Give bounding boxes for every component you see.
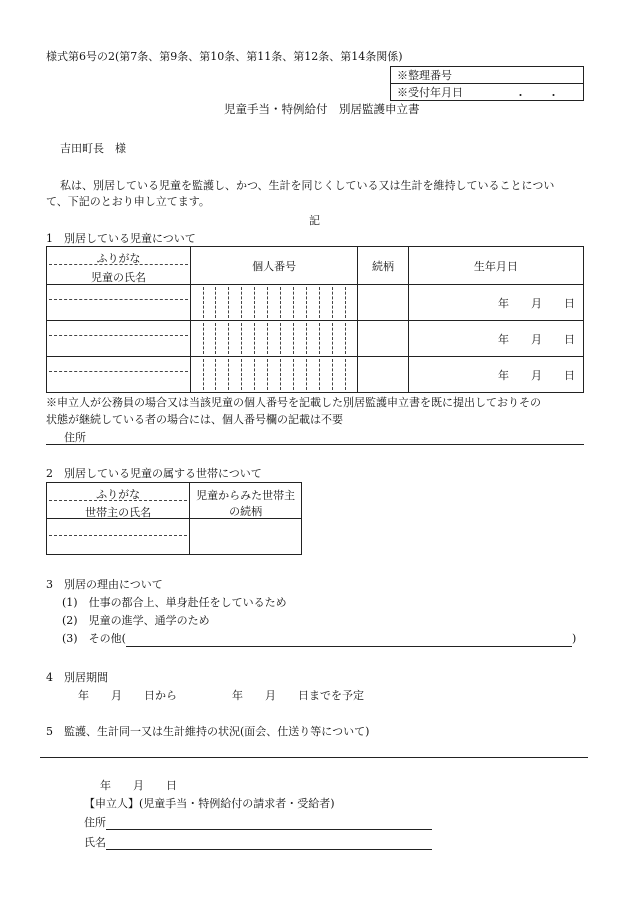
footer-address-label: 住所 bbox=[84, 816, 106, 829]
table-row bbox=[47, 285, 584, 321]
applicant-heading: 【申立人】(児童手当・特例給付の請求者・受給者) bbox=[84, 797, 335, 810]
reason-item-2: (2) 児童の進学、通学のため bbox=[62, 614, 210, 627]
footer-name-line[interactable] bbox=[106, 849, 432, 850]
page-title: 児童手当・特例給付 別居監護申立書 bbox=[224, 102, 420, 116]
received-date-label: ※受付年月日 bbox=[397, 86, 463, 99]
relation-cell[interactable] bbox=[358, 321, 409, 357]
relation-cell[interactable] bbox=[358, 285, 409, 321]
child-name-cell[interactable] bbox=[47, 285, 191, 321]
form-code: 様式第6号の2(第7条、第9条、第10条、第11条、第12条、第14条関係) bbox=[46, 50, 403, 63]
head-name-cell[interactable] bbox=[47, 519, 190, 555]
office-use-box bbox=[390, 66, 584, 101]
head-relation-label-2: の続柄 bbox=[229, 505, 263, 518]
furigana-header: ふりがな bbox=[96, 252, 141, 265]
section1-heading: 1 別居している児童について bbox=[46, 232, 196, 245]
other-reason-line[interactable] bbox=[126, 646, 572, 647]
table-row bbox=[47, 357, 584, 393]
relation-cell[interactable] bbox=[358, 357, 409, 393]
ref-number-label: ※整理番号 bbox=[391, 67, 584, 84]
individual-number-header: 個人番号 bbox=[191, 247, 358, 285]
section5-divider bbox=[40, 757, 588, 758]
head-relation-label-1: 児童からみた世帯主 bbox=[196, 489, 296, 502]
children-table bbox=[46, 246, 584, 393]
child-name-label: 児童の氏名 bbox=[91, 271, 147, 284]
statement-line-1: 私は、別居している児童を監護し、かつ、生計を同じくしている又は生計を維持していることについ bbox=[60, 179, 555, 192]
individual-number-cell[interactable] bbox=[191, 357, 358, 393]
table-row bbox=[47, 519, 302, 555]
child-name-cell[interactable] bbox=[47, 321, 191, 357]
birthdate-cell[interactable]: 年 月 日 bbox=[408, 321, 583, 357]
section5-heading: 5 監護、生計同一又は生計維持の状況(面会、仕送り等について) bbox=[46, 725, 370, 738]
relation-header: 続柄 bbox=[358, 247, 409, 285]
addressee: 吉田町長 様 bbox=[60, 142, 126, 155]
head-name-label: 世帯主の氏名 bbox=[85, 506, 152, 519]
received-date-dots: ・ ・ bbox=[515, 89, 559, 102]
address-label: 住所 bbox=[64, 431, 86, 444]
head-name-header bbox=[47, 483, 190, 519]
birthdate-cell[interactable]: 年 月 日 bbox=[408, 357, 583, 393]
household-table bbox=[46, 482, 302, 555]
reason-close-paren: ) bbox=[572, 632, 577, 645]
furigana-header: ふりがな bbox=[96, 488, 141, 501]
statement-line-2: て、下記のとおり申し立てます。 bbox=[46, 195, 210, 208]
note-line-1: ※申立人が公務員の場合又は当該児童の個人番号を記載した別居監護申立書を既に提出しておりその bbox=[46, 396, 541, 409]
address-line[interactable] bbox=[46, 444, 584, 445]
footer-address-line[interactable] bbox=[106, 829, 432, 830]
reason-item-1: (1) 仕事の都合上、単身赴任をしているため bbox=[62, 596, 287, 609]
separation-period: 年 月 日から 年 月 日までを予定 bbox=[78, 689, 364, 702]
child-name-header bbox=[47, 247, 191, 285]
birthdate-cell[interactable]: 年 月 日 bbox=[408, 285, 583, 321]
footer-name-label: 氏名 bbox=[84, 836, 106, 849]
reason-item-3: (3) その他( bbox=[62, 632, 126, 645]
table-row bbox=[47, 321, 584, 357]
footer-date: 年 月 日 bbox=[100, 779, 177, 792]
birthdate-header: 生年月日 bbox=[408, 247, 583, 285]
ki-mark: 記 bbox=[309, 214, 320, 227]
individual-number-cell[interactable] bbox=[191, 285, 358, 321]
individual-number-cell[interactable] bbox=[191, 321, 358, 357]
head-relation-cell[interactable] bbox=[190, 519, 302, 555]
child-name-cell[interactable] bbox=[47, 357, 191, 393]
section4-heading: 4 別居期間 bbox=[46, 671, 108, 684]
section2-heading: 2 別居している児童の属する世帯について bbox=[46, 467, 262, 480]
head-relation-header bbox=[190, 483, 302, 519]
note-line-2: 状態が継続している者の場合には、個人番号欄の記載は不要 bbox=[46, 413, 343, 426]
section3-heading: 3 別居の理由について bbox=[46, 578, 163, 591]
